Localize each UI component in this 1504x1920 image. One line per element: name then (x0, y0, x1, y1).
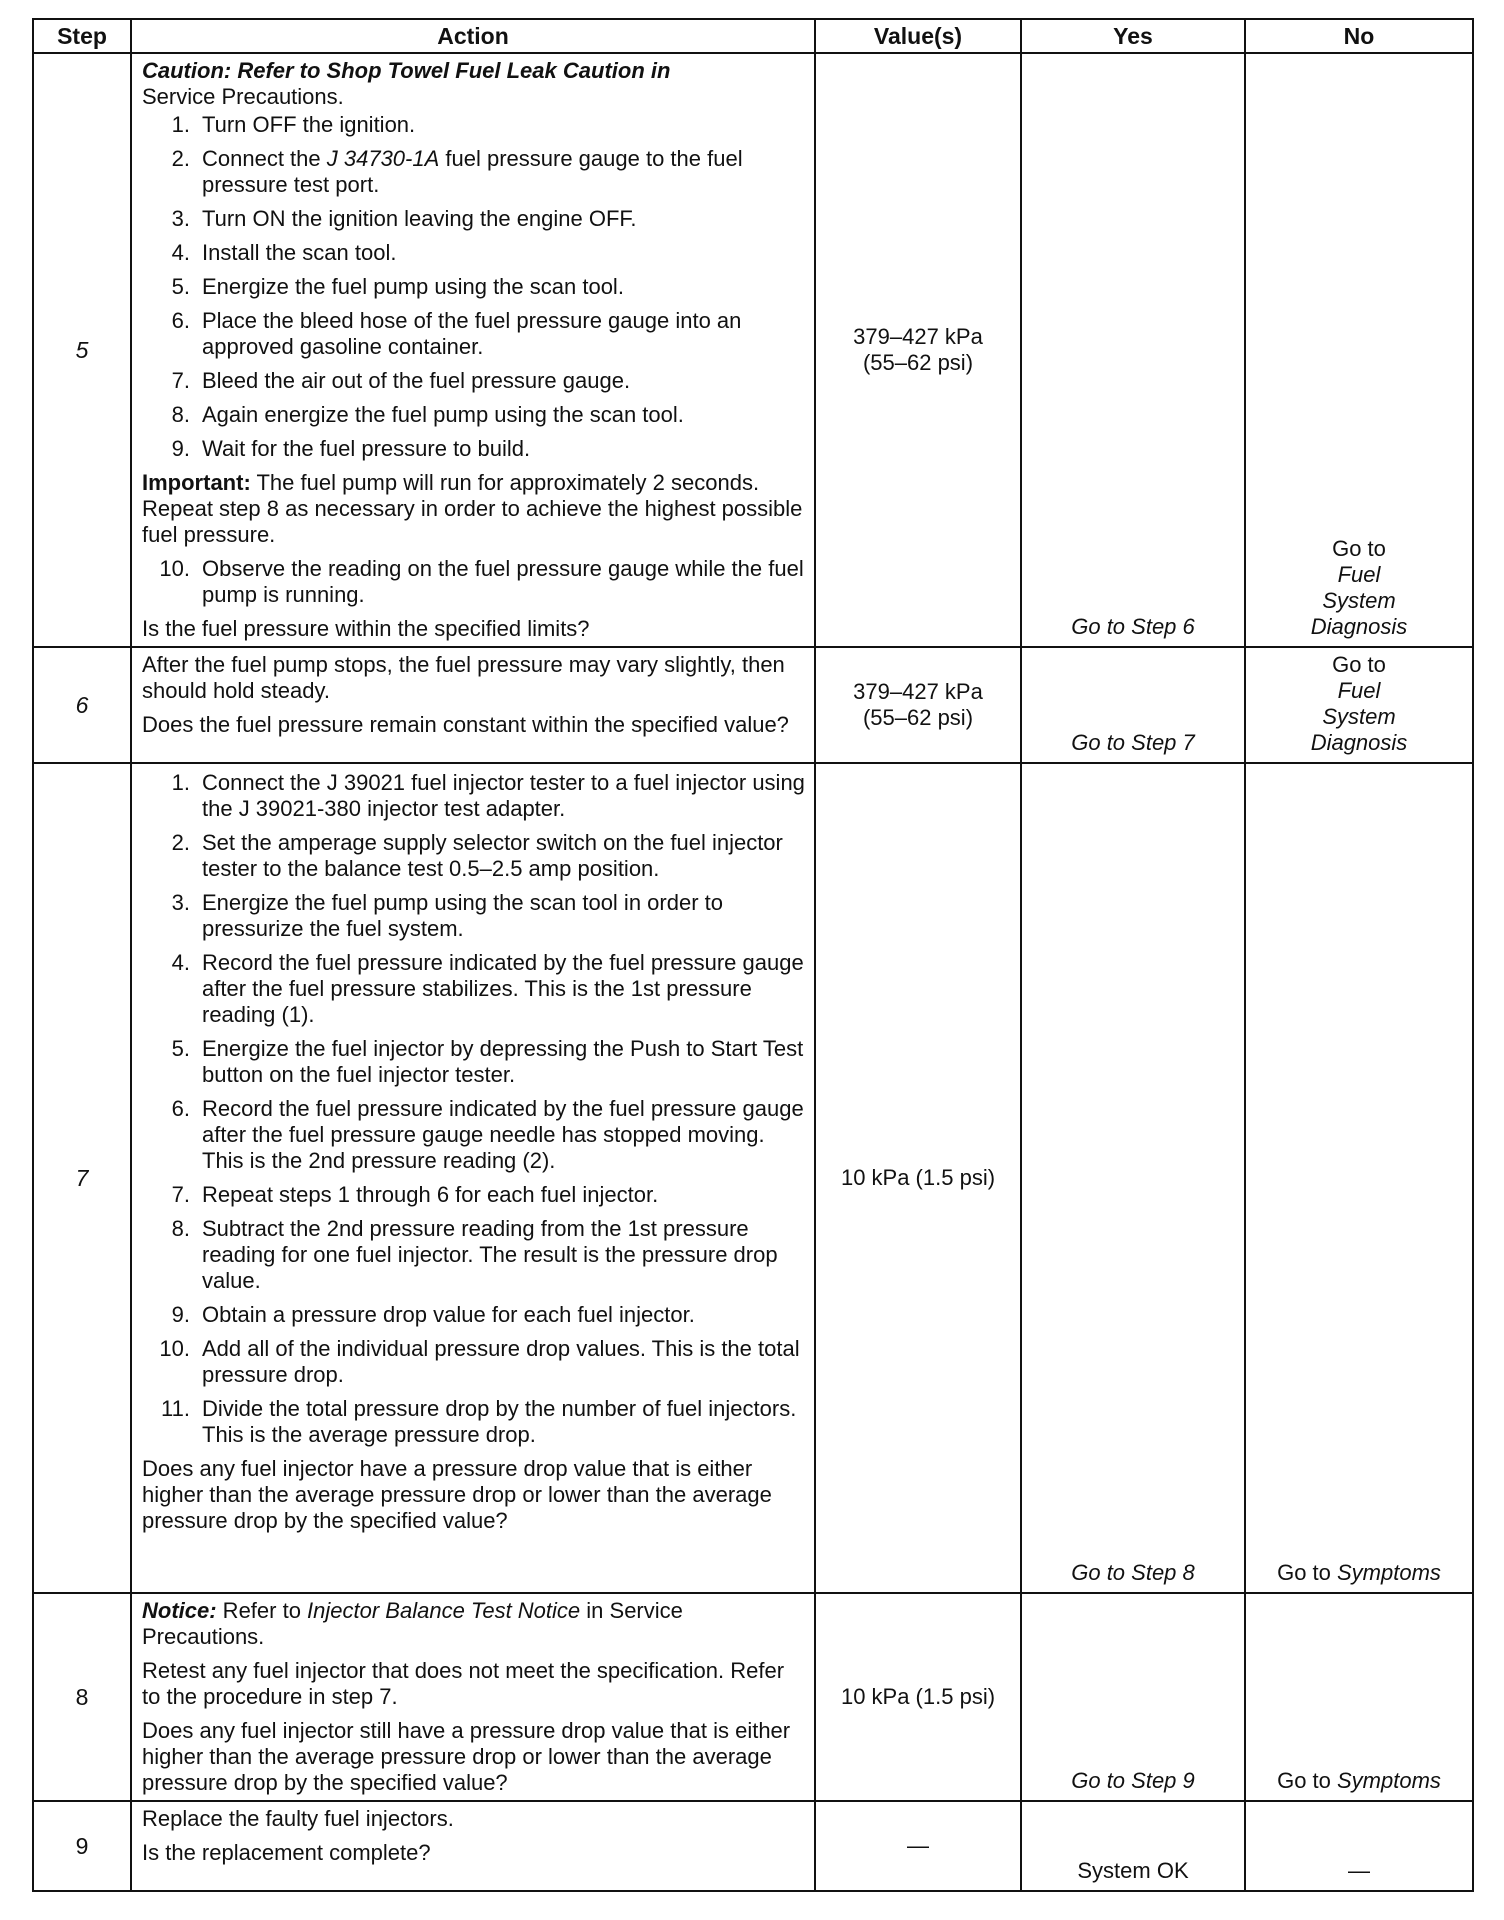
table-header-row (33, 19, 1473, 53)
step-number: 8 (33, 1593, 131, 1801)
list-item: 5. Energize the fuel pump using the scan tool. (171, 274, 624, 299)
value-cell: 379–427 kPa (55–62 psi) (815, 53, 1021, 647)
list-item: 8. Subtract the 2nd pressure reading from the 1st pressure reading for one fuel injector. The result is the pressure drop value. (171, 1216, 778, 1293)
list-item: 6. Place the bleed hose of the fuel pressure gauge into an approved gasoline container. (171, 308, 742, 359)
header-yes: Yes (1021, 19, 1245, 53)
procedure-list (142, 556, 806, 608)
value-cell: — (815, 1801, 1021, 1891)
list-item: 7. Repeat steps 1 through 6 for each fuel injector. (171, 1182, 659, 1207)
notice-text: Notice: Refer to Injector Balance Test Notice in Service Precautions. (142, 1598, 683, 1649)
table-row (33, 53, 1473, 647)
no-link[interactable]: Go to Symptoms (1245, 1593, 1473, 1801)
list-item: 1. Turn OFF the ignition. (171, 112, 416, 137)
header-step: Step (33, 19, 131, 53)
step-number: 5 (33, 53, 131, 647)
action-cell (131, 53, 815, 647)
question-text: Is the fuel pressure within the specified limits? (142, 616, 590, 641)
diagnostic-table (32, 18, 1474, 1892)
list-item: 6. Record the fuel pressure indicated by the fuel pressure gauge after the fuel pressure gauge needle has stopped moving. This is the 2nd pressure reading (2). (171, 1096, 804, 1173)
yes-link[interactable]: Go to Step 9 (1021, 1593, 1245, 1801)
header-action: Action (131, 19, 815, 53)
value-cell: 379–427 kPa (55–62 psi) (815, 647, 1021, 763)
no-link[interactable]: Go to Fuel System Diagnosis (1245, 647, 1473, 763)
list-item: 5. Energize the fuel injector by depressing the Push to Start Test button on the fuel injector tester. (171, 1036, 804, 1087)
action-cell (131, 1801, 815, 1891)
table-row (33, 763, 1473, 1593)
table-row (33, 1801, 1473, 1891)
no-link[interactable]: Go to Symptoms (1245, 763, 1473, 1593)
yes-link[interactable]: Go to Step 7 (1021, 647, 1245, 763)
question-text: Does any fuel injector have a pressure drop value that is either higher than the average pressure drop or lower than the average pressure drop by the specified value? (142, 1456, 772, 1533)
action-cell (131, 763, 815, 1593)
list-item: 2. Set the amperage supply selector switch on the fuel injector tester to the balance test 0.5–2.5 amp position. (171, 830, 783, 881)
table-row (33, 1593, 1473, 1801)
yes-link[interactable]: Go to Step 8 (1021, 763, 1245, 1593)
step-number: 9 (33, 1801, 131, 1891)
list-item: 4. Record the fuel pressure indicated by the fuel pressure gauge after the fuel pressure stabilizes. This is the 1st pressure reading (1). (171, 950, 804, 1027)
important-note: Important: The fuel pump will run for approximately 2 seconds. Repeat step 8 as necessary in order to achieve the highest possible fuel pressure. (142, 470, 803, 547)
caution-text: Caution: Refer to Shop Towel Fuel Leak Caution in (142, 58, 671, 83)
list-item: 2. Connect the J 34730-1A fuel pressure gauge to the fuel pressure test port. (171, 146, 743, 197)
header-no: No (1245, 19, 1473, 53)
procedure-list (142, 112, 806, 462)
step-number: 6 (33, 647, 131, 763)
yes-link[interactable]: System OK (1021, 1801, 1245, 1891)
yes-link[interactable]: Go to Step 6 (1021, 53, 1245, 647)
no-value: — (1245, 1801, 1473, 1891)
value-cell: 10 kPa (1.5 psi) (815, 763, 1021, 1593)
action-cell (131, 1593, 815, 1801)
tool-reference: J 34730-1A (326, 146, 440, 171)
action-text: After the fuel pump stops, the fuel pressure may vary slightly, then should hold steady. (142, 652, 785, 703)
list-item: 9. Obtain a pressure drop value for each fuel injector. (171, 1302, 695, 1327)
list-item: 7. Bleed the air out of the fuel pressure gauge. (171, 368, 631, 393)
value-cell: 10 kPa (1.5 psi) (815, 1593, 1021, 1801)
question-text: Does any fuel injector still have a pressure drop value that is either higher than the average pressure drop or lower than the average pressure drop by the specified value? (142, 1718, 791, 1795)
list-item: 9. Wait for the fuel pressure to build. (171, 436, 531, 461)
list-item: 3. Energize the fuel pump using the scan tool in order to pressurize the fuel system. (171, 890, 723, 941)
list-item: 4. Install the scan tool. (171, 240, 397, 265)
question-text: Does the fuel pressure remain constant within the specified value? (142, 712, 789, 737)
action-text: Replace the faulty fuel injectors. (142, 1806, 454, 1831)
list-item: 11. Divide the total pressure drop by the number of fuel injectors. This is the average pressure drop. (161, 1396, 797, 1447)
action-text: Retest any fuel injector that does not meet the specification. Refer to the procedure in step 7. (142, 1658, 785, 1709)
caution-reference: Service Precautions. (142, 84, 344, 109)
list-item: 10. Observe the reading on the fuel pressure gauge while the fuel pump is running. (159, 556, 804, 607)
no-link[interactable]: Go to Fuel System Diagnosis (1245, 53, 1473, 647)
step-number: 7 (33, 763, 131, 1593)
list-item: 3. Turn ON the ignition leaving the engine OFF. (171, 206, 637, 231)
header-values: Value(s) (815, 19, 1021, 53)
procedure-list (142, 770, 806, 1448)
action-cell (131, 647, 815, 763)
table-row (33, 647, 1473, 763)
list-item: 8. Again energize the fuel pump using the scan tool. (171, 402, 684, 427)
diagnostic-table-page (32, 18, 1472, 1892)
question-text: Is the replacement complete? (142, 1840, 431, 1865)
list-item: 1. Connect the J 39021 fuel injector tester to a fuel injector using the J 39021-380 injector test adapter. (171, 770, 805, 821)
list-item: 10. Add all of the individual pressure drop values. This is the total pressure drop. (159, 1336, 800, 1387)
